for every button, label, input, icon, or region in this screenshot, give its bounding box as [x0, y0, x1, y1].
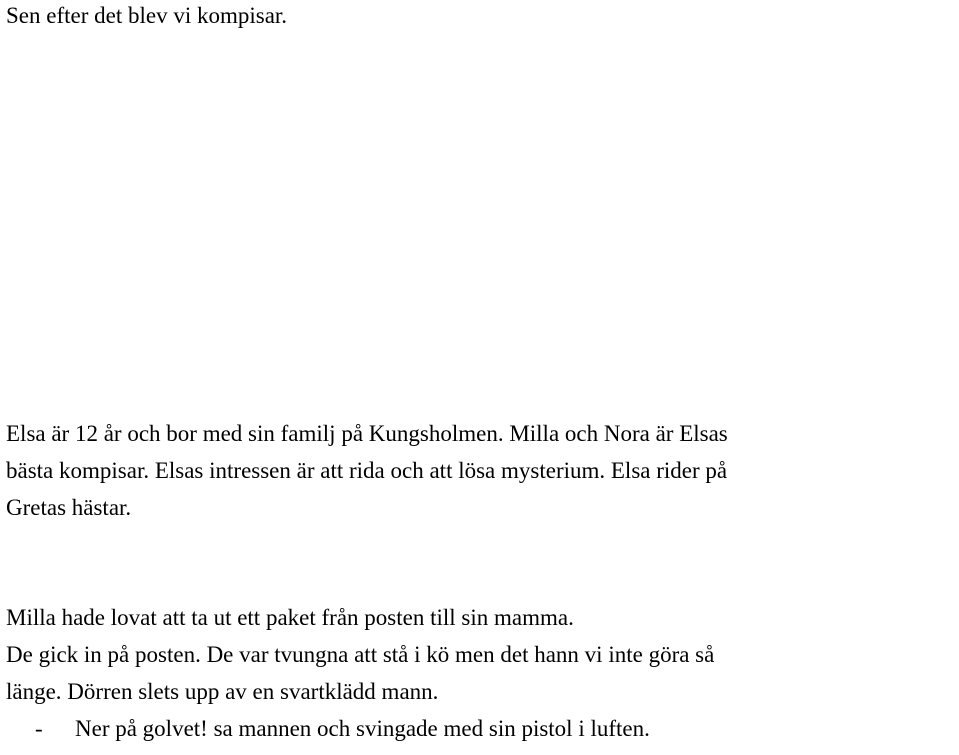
text-line-heading: Sen efter det blev vi kompisar.: [6, 3, 288, 28]
paragraph-1-line-2: bästa kompisar. Elsas intressen är att rida och att lösa mysterium. Elsa rider på: [6, 458, 728, 483]
paragraph-1-line-3: Gretas hästar.: [6, 495, 132, 520]
paragraph-1-line-1: Elsa är 12 år och bor med sin familj på Kungsholmen. Milla och Nora är Elsas: [6, 421, 728, 446]
dialogue-text: Ner på golvet! sa mannen och svingade med sin pistol i luften.: [75, 716, 650, 741]
paragraph-2-line-3: länge. Dörren slets upp av en svartklädd mann.: [6, 679, 439, 704]
paragraph-2-line-1: Milla hade lovat att ta ut ett paket från posten till sin mamma.: [6, 605, 574, 630]
paragraph-2-line-2: De gick in på posten. De var tvungna att stå i kö men det hann vi inte göra så: [6, 642, 715, 667]
dialogue-dash: -: [35, 716, 43, 741]
paragraph-2-line-4: [0, 715, 650, 743]
